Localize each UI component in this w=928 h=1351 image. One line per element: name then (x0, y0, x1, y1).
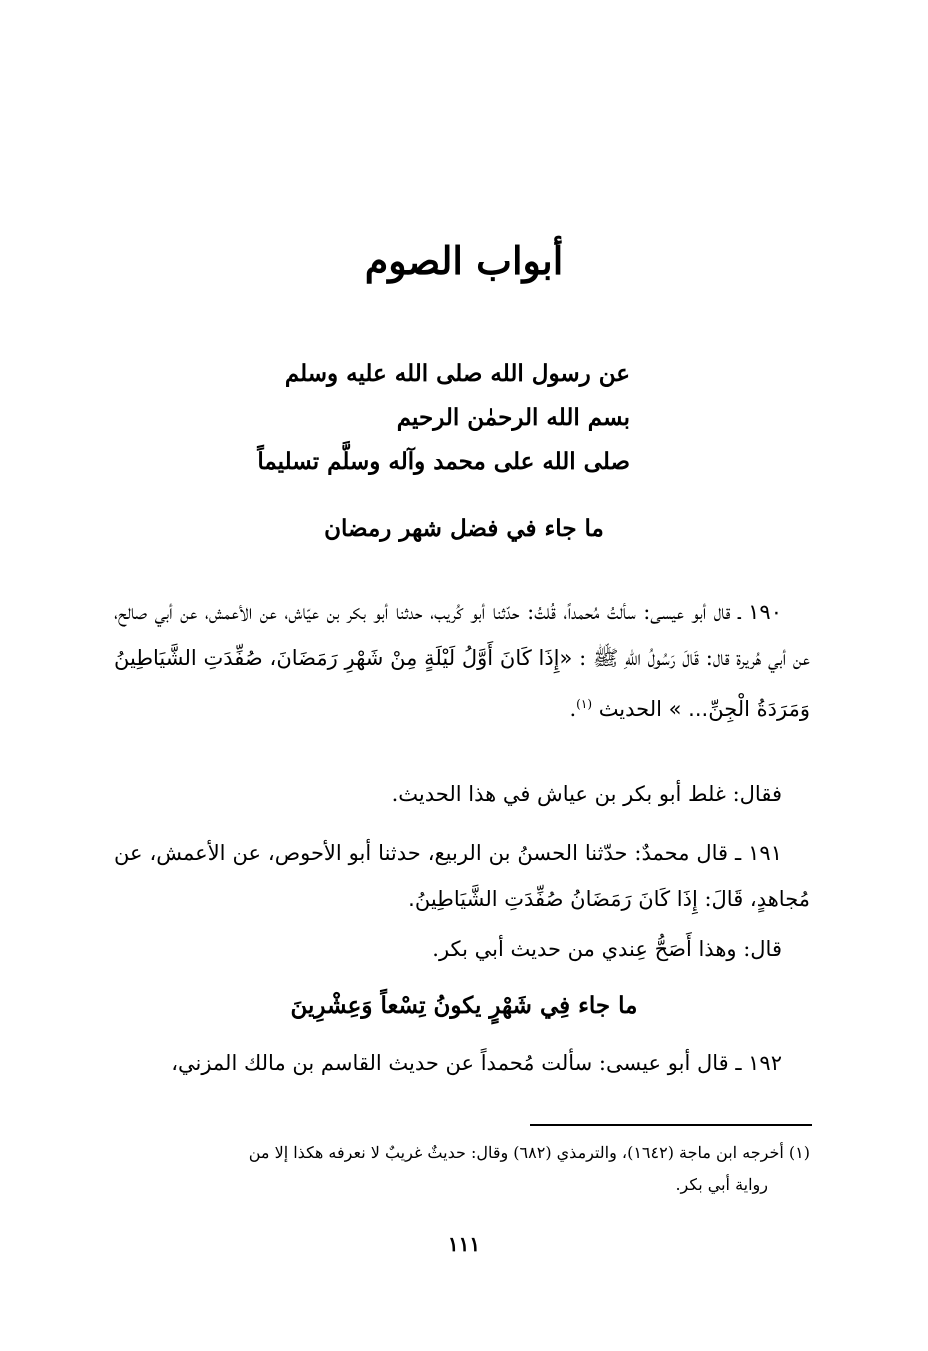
hadith-190-intro: ١٩٠ ـ قال أبو عيسى: سألتُ مُحمداً، قُلتُ: حدّثنا أبو كُريب، حدثنا أبو بكر بن عيّاش، عن الأعمش، عن أبي صالح، عن أبي هُريرة قال: قَالَ رَسُولُ اللهِ ﷺ : (114, 600, 810, 670)
footnote-divider (530, 1124, 812, 1126)
hadith-192: ١٩٢ ـ قال أبو عيسى: سألت مُحمداً عن حديث القاسم بن مالك المزني، (171, 1051, 782, 1075)
hadith-190-quote: «إِذَا كَانَ أَوَّلُ لَيْلَةٍ مِنْ شَهْرِ رَمَضَانَ، صُفِّدَتِ الشَّيَاطِينُ وَمَرَدَةُ الْجِنِّ... » (114, 646, 810, 721)
comment-191: قال: وهذا أَصَحُّ عِندي من حديث أبي بكر. (432, 937, 782, 961)
chapter-title: أبواب الصوم (364, 238, 564, 283)
comment-190: فقال: غلط أبو بكر بن عياش في هذا الحديث. (391, 782, 782, 806)
footnote-line-1: (١) أخرجه ابن ماجة (١٦٤٢)، والترمذي (٦٨٢) وقال: حديثٌ غريبٌ لا نعرفه هكذا إلا من (248, 1143, 810, 1162)
hadith-190 (114, 589, 810, 732)
invocation-line-3: صلى الله على محمد وآله وسلَّم تسليماً (257, 448, 630, 475)
hadith-190-tail: الحديث (598, 697, 662, 721)
hadith-191-quote: إِذَا كَانَ رَمَضَانُ صُفِّدَتِ الشَّيَاطِينُ. (408, 887, 698, 911)
hadith-191 (114, 830, 810, 922)
invocation-line-1: عن رسول الله صلى الله عليه وسلم (284, 360, 630, 387)
section-heading-29-days: ما جاء فِي شَهْرٍ يكونُ تِسْعاً وَعِشْرِينَ (290, 992, 638, 1019)
section-heading-ramadan-virtue: ما جاء في فضل شهر رمضان (324, 515, 604, 542)
invocation-line-2: بسم الله الرحمٰن الرحيم (396, 404, 630, 431)
footnote-marker-1[interactable]: (١) (576, 697, 592, 711)
page-number: ١١١ (447, 1232, 481, 1256)
footnote-1 (114, 1137, 810, 1201)
hadith-191-intro: ١٩١ ـ قال محمدٌ: حدّثنا الحسنُ بن الربيع، حدثنا أبو الأحوص، عن الأعمش، عن مُجاهدٍ، قَالَ: (114, 841, 810, 911)
footnote-line-2: رواية أبي بكر. (675, 1175, 768, 1194)
invocation-block (257, 352, 630, 484)
hadith-190-end: . (569, 697, 577, 721)
